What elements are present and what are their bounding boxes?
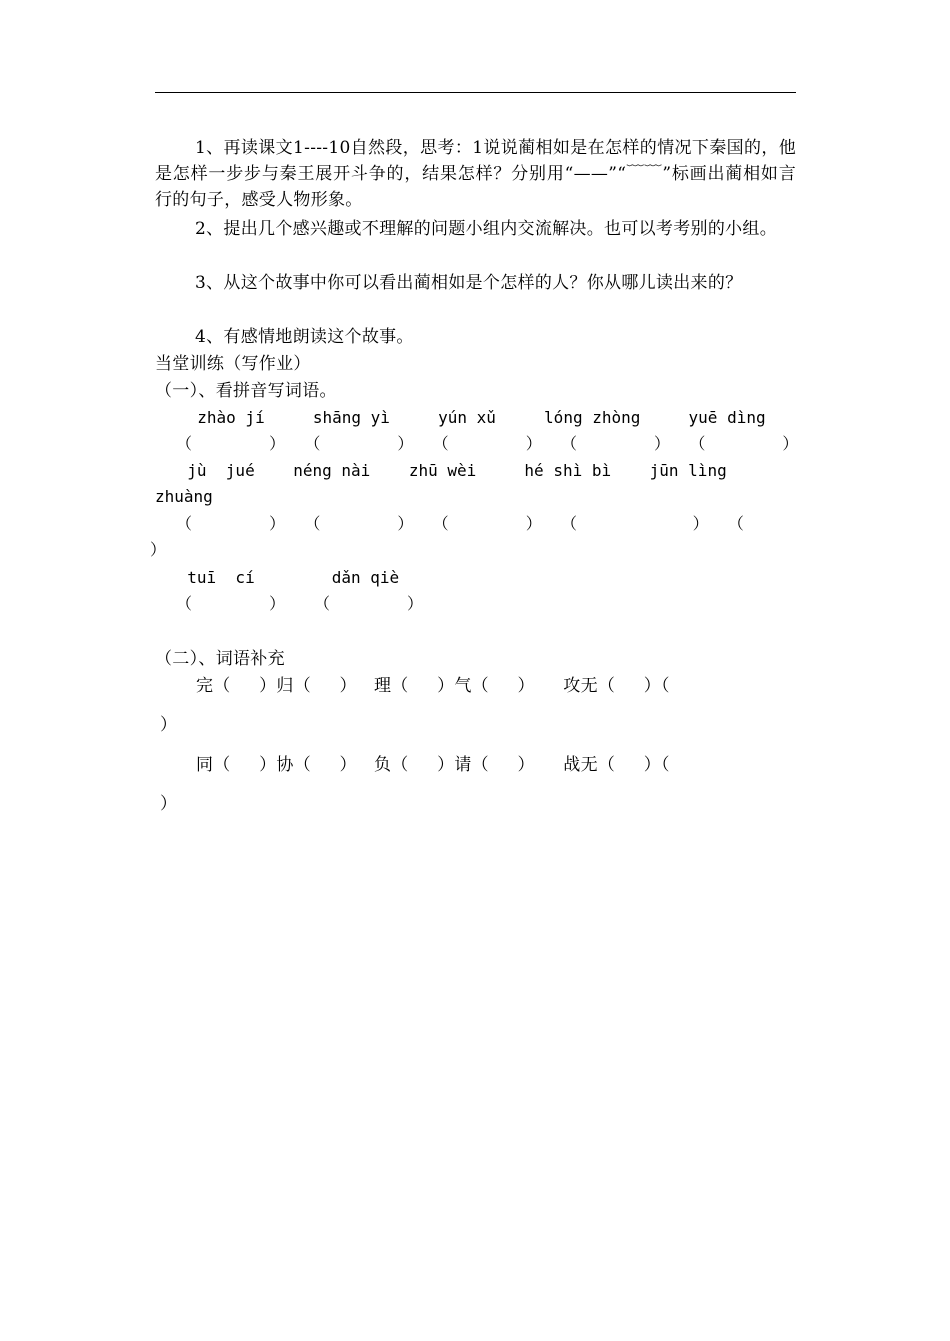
blank-row-2: （ ） （ ） （ ） （ ） （: [176, 514, 744, 533]
blank-row-2-wrap: ）: [150, 540, 167, 559]
fill-row-2: 同（ ）协（ ） 负（ ）请（ ） 战无（ ）（: [196, 755, 670, 775]
blank-row-1: （ ） （ ） （ ） （ ） （ ）: [176, 434, 799, 453]
part1-title: （一）、看拼音写词语。: [155, 381, 337, 401]
pinyin-row-1: zhào jí shāng yì yún xǔ lóng zhòng yuē dìng: [178, 408, 766, 427]
pinyin-row-3: tuī cí dǎn qiè: [168, 568, 400, 587]
fill-row-1-wrap: ）: [160, 715, 178, 735]
task-2: 2、提出几个感兴趣或不理解的问题小组内交流解决。也可以考考别的小组。: [195, 219, 778, 239]
part2-title: （二）、词语补充: [155, 649, 285, 669]
practice-title: 当堂训练（写作业）: [155, 354, 311, 374]
header-rule: [155, 92, 796, 93]
pinyin-row-2-wrap: zhuàng: [155, 487, 213, 506]
fill-row-1: 完（ ）归（ ） 理（ ）气（ ） 攻无（ ）（: [196, 676, 670, 696]
task-1: 1、再读课文1----10自然段，思考：1说说蔺相如是在怎样的情况下秦国的，他是怎样一步步与秦王展开斗争的，结果怎样？分别用“——”“﹋﹋”标画出蔺相如言行的句子，感受人物形象。: [155, 138, 796, 210]
task-4: 4、有感情地朗读这个故事。: [195, 327, 414, 347]
task-3: 3、从这个故事中你可以看出蔺相如是个怎样的人？你从哪儿读出来的？: [195, 273, 743, 293]
pinyin-row-2: jù jué néng nài zhū wèi hé shì bì jūn lìng: [168, 461, 727, 480]
fill-row-2-wrap: ）: [160, 794, 178, 814]
blank-row-3: （ ） （ ）: [176, 594, 424, 613]
